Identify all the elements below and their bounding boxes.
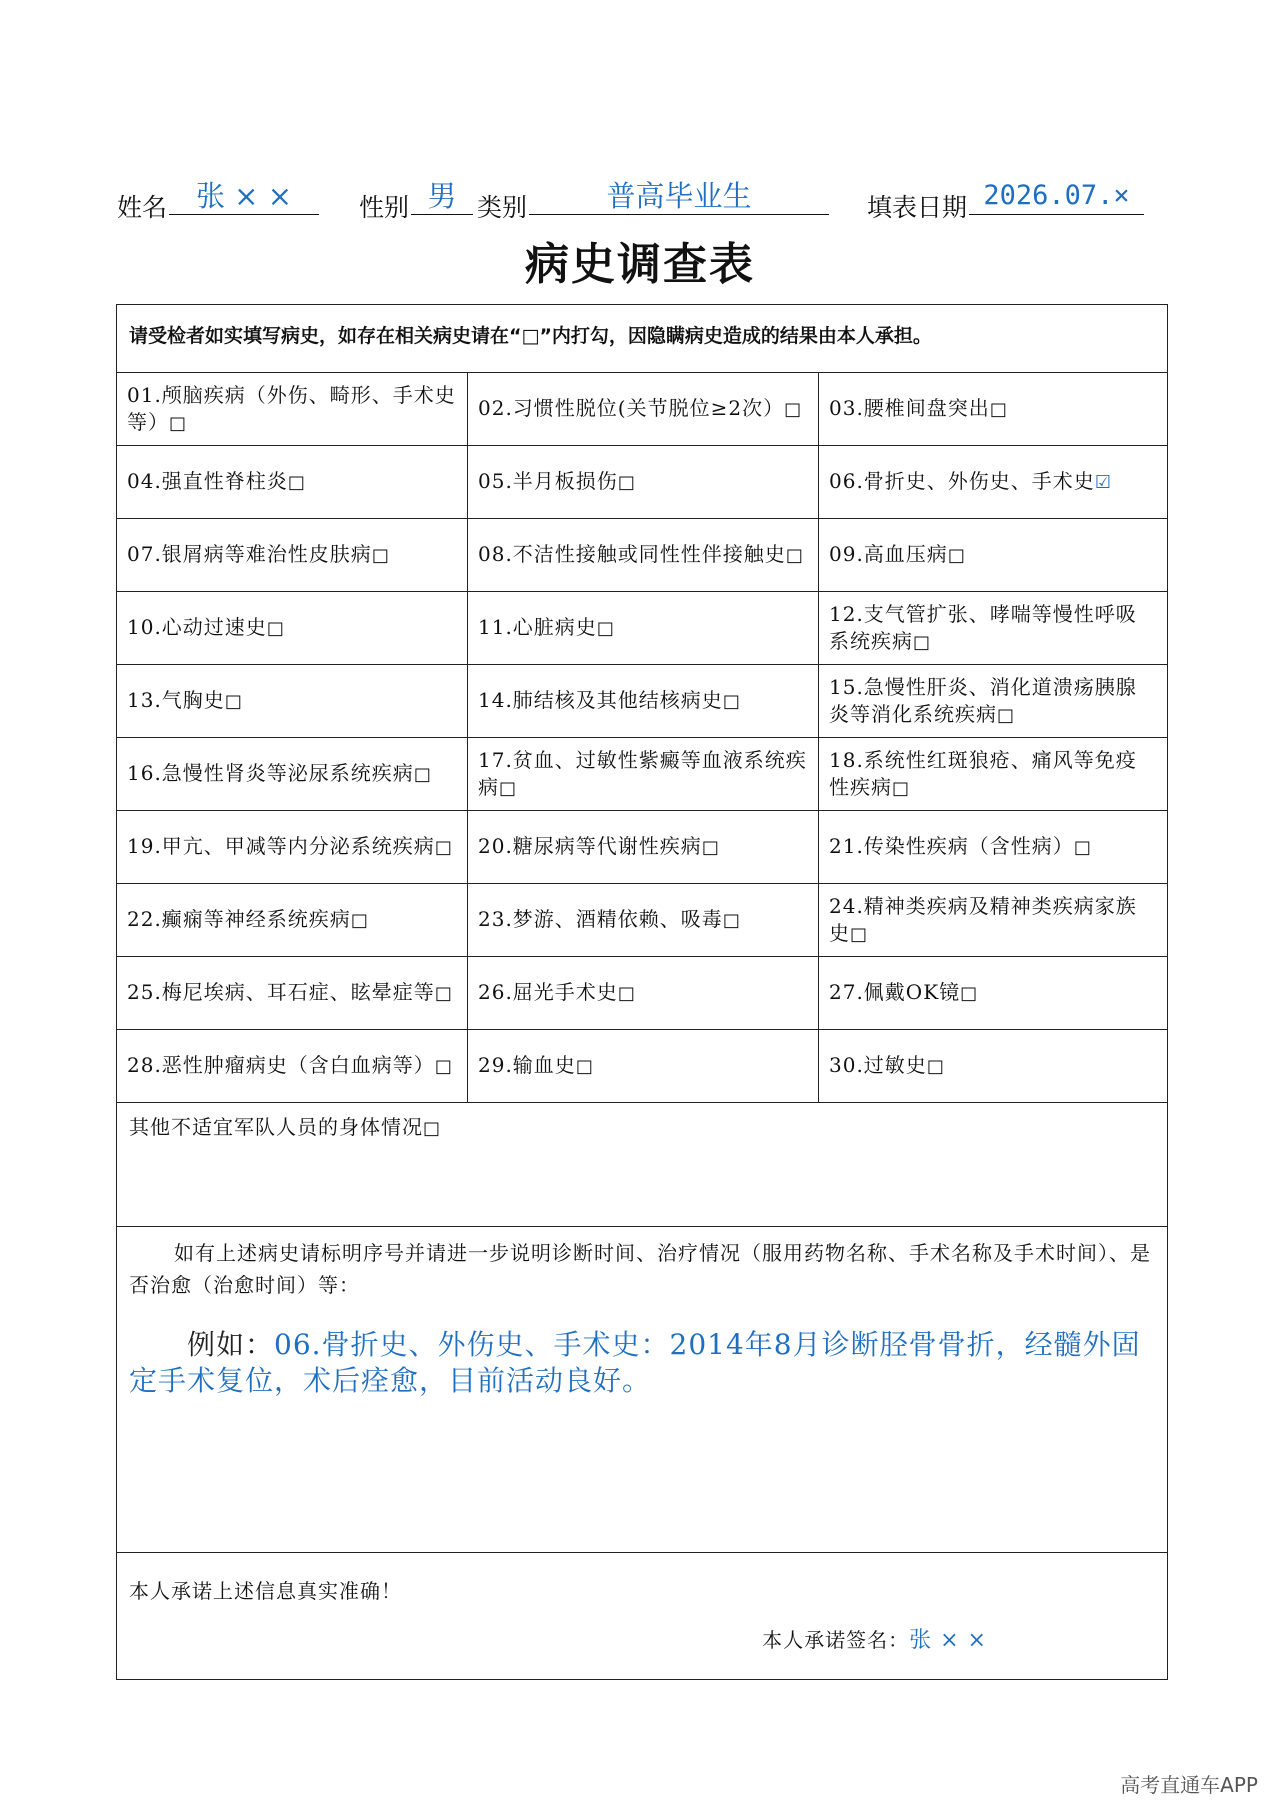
history-item-checkbox[interactable]: ☑: [1094, 472, 1112, 493]
history-item-checkbox[interactable]: □: [850, 923, 869, 945]
history-item-label: 30.过敏史: [829, 1053, 927, 1077]
history-item: [819, 665, 1167, 738]
history-item-checkbox[interactable]: □: [266, 618, 285, 639]
brand-watermark: 高考直通车APP: [1120, 1773, 1258, 1797]
history-item: [468, 446, 819, 519]
history-item-label: 16.急慢性肾炎等泌尿系统疾病: [127, 761, 414, 785]
history-item: [468, 665, 819, 738]
history-item-checkbox[interactable]: □: [1073, 837, 1092, 858]
history-item: [117, 446, 468, 519]
history-item: [819, 884, 1167, 957]
history-item-label: 14.肺结核及其他结核病史: [478, 688, 723, 712]
other-condition-label: 其他不适宜军队人员的身体情况: [129, 1115, 423, 1139]
history-items-grid: [117, 373, 1167, 1103]
detail-section: [117, 1227, 1167, 1553]
history-item-checkbox[interactable]: □: [617, 472, 636, 493]
gender-field[interactable]: 男: [411, 176, 473, 215]
history-item: [117, 957, 468, 1030]
history-item: [117, 738, 468, 811]
history-item-checkbox[interactable]: □: [169, 412, 188, 434]
instruction-text: 请受检者如实填写病史，如存在相关病史请在“□”内打勾，因隐瞒病史造成的结果由本人承担。: [117, 305, 1167, 373]
history-item-text: [829, 979, 978, 1007]
history-item-checkbox[interactable]: □: [913, 631, 932, 653]
history-item-checkbox[interactable]: □: [989, 399, 1008, 420]
date-label: 填表日期: [867, 193, 968, 222]
history-item-checkbox[interactable]: □: [785, 545, 804, 566]
history-item: [117, 811, 468, 884]
history-item-label: 04.强直性脊柱炎: [127, 469, 288, 493]
history-item: [117, 884, 468, 957]
history-item-label: 10.心动过速史: [127, 615, 267, 639]
pledge-section: [117, 1553, 1167, 1681]
history-item-checkbox[interactable]: □: [350, 910, 369, 931]
history-item: [819, 519, 1167, 592]
history-item-label: 07.银屑病等难治性皮肤病: [127, 542, 372, 566]
signature-line: [762, 1623, 987, 1654]
history-item-checkbox[interactable]: □: [997, 704, 1016, 726]
example-text: 06.骨折史、外伤史、手术史：2014年8月诊断胫骨骨折，经髓外固定手术复位，术后痊愈，目前活动良好。: [129, 1328, 1141, 1397]
history-item-text: [478, 833, 720, 861]
history-item: [468, 811, 819, 884]
history-item-checkbox[interactable]: □: [224, 691, 243, 712]
history-item-text: [829, 468, 1112, 496]
history-item-label: 29.输血史: [478, 1053, 576, 1077]
history-item: [117, 665, 468, 738]
history-item-text: [829, 674, 1157, 729]
other-condition-checkbox[interactable]: □: [423, 1118, 442, 1139]
history-item: [468, 373, 819, 446]
history-item-label: 13.气胸史: [127, 688, 225, 712]
history-item: [117, 519, 468, 592]
history-item: [819, 1030, 1167, 1103]
detail-example[interactable]: [129, 1327, 1155, 1399]
history-item-text: [829, 1052, 945, 1080]
history-item-text: [478, 979, 636, 1007]
history-item-checkbox[interactable]: □: [575, 1056, 594, 1077]
history-item-checkbox[interactable]: □: [434, 983, 453, 1004]
example-label: 例如：: [187, 1328, 275, 1361]
history-item-label: 08.不洁性接触或同性性伴接触史: [478, 542, 786, 566]
history-item-label: 24.精神类疾病及精神类疾病家族史: [829, 893, 1137, 945]
history-item-checkbox[interactable]: □: [596, 618, 615, 639]
history-item-text: [829, 747, 1157, 802]
history-item: [468, 957, 819, 1030]
history-item-label: 09.高血压病: [829, 542, 948, 566]
history-item-label: 18.系统性红斑狼疮、痛风等免疫性疾病: [829, 747, 1137, 799]
history-item-text: [829, 601, 1157, 656]
history-item: [468, 519, 819, 592]
history-item-checkbox[interactable]: □: [434, 1056, 453, 1077]
history-item-label: 15.急慢性肝炎、消化道溃疡胰腺炎等消化系统疾病: [829, 674, 1137, 726]
history-item-text: [127, 614, 285, 642]
history-item-label: 06.骨折史、外伤史、手术史: [829, 469, 1095, 493]
history-item: [117, 592, 468, 665]
history-item: [819, 957, 1167, 1030]
history-item-text: [478, 906, 741, 934]
history-item-text: [127, 1052, 453, 1080]
history-item-checkbox[interactable]: □: [722, 910, 741, 931]
history-item-label: 02.习惯性脱位(关节脱位≥2次）: [478, 396, 785, 420]
history-form-table: [116, 304, 1168, 1680]
history-item-text: [478, 614, 615, 642]
page-title: 病史调查表: [525, 239, 755, 290]
history-item-checkbox[interactable]: □: [413, 764, 432, 785]
history-item-label: 25.梅尼埃病、耳石症、眩晕症等: [127, 980, 435, 1004]
history-item-text: [478, 541, 804, 569]
history-item-text: [127, 687, 243, 715]
history-item: [819, 738, 1167, 811]
history-item-text: [478, 1052, 594, 1080]
history-item: [468, 738, 819, 811]
category-field[interactable]: 普高毕业生: [529, 176, 829, 215]
history-item-text: [478, 747, 808, 802]
history-item: [117, 1030, 468, 1103]
history-item-text: [829, 833, 1092, 861]
name-label: 姓名: [117, 193, 168, 222]
history-item-label: 20.糖尿病等代谢性疾病: [478, 834, 702, 858]
history-item: [468, 884, 819, 957]
history-item-label: 19.甲亢、甲减等内分泌系统疾病: [127, 834, 435, 858]
history-item-label: 05.半月板损伤: [478, 469, 618, 493]
history-item-text: [127, 833, 453, 861]
history-item-label: 28.恶性肿瘤病史（含白血病等）: [127, 1053, 435, 1077]
category-label: 类别: [477, 193, 528, 222]
header-line: [117, 170, 1167, 222]
history-item-text: [127, 541, 390, 569]
other-condition-row: [117, 1103, 1167, 1227]
history-item: [819, 592, 1167, 665]
history-item-label: 22.癫痫等神经系统疾病: [127, 907, 351, 931]
history-item: [819, 446, 1167, 519]
detail-prompt: 如有上述病史请标明序号并请进一步说明诊断时间、治疗情况（服用药物名称、手术名称及手术时间）、是否治愈（治愈时间）等：: [129, 1241, 1151, 1297]
history-item: [117, 373, 468, 446]
history-item-text: [127, 382, 457, 437]
history-item-checkbox[interactable]: □: [287, 472, 306, 493]
history-item-checkbox[interactable]: □: [892, 777, 911, 799]
history-item-checkbox[interactable]: □: [926, 1056, 945, 1077]
gender-label: 性别: [359, 193, 410, 222]
history-item-checkbox[interactable]: □: [499, 777, 518, 799]
history-item-checkbox[interactable]: □: [434, 837, 453, 858]
history-item-checkbox[interactable]: □: [722, 691, 741, 712]
pledge-statement: 本人承诺上述信息真实准确！: [129, 1579, 402, 1603]
history-item-text: [127, 906, 369, 934]
history-item-text: [478, 687, 741, 715]
date-field[interactable]: 2026.07.×: [969, 176, 1144, 215]
history-item-text: [478, 395, 802, 423]
history-item-text: [829, 541, 966, 569]
history-item-label: 23.梦游、酒精依赖、吸毒: [478, 907, 723, 931]
signature-field[interactable]: 张 × ×: [909, 1628, 987, 1653]
history-item-checkbox[interactable]: □: [960, 983, 979, 1004]
history-item-label: 12.支气管扩张、哮喘等慢性呼吸系统疾病: [829, 601, 1137, 653]
history-item: [468, 592, 819, 665]
history-item-label: 27.佩戴OK镜: [829, 980, 961, 1004]
history-item: [819, 373, 1167, 446]
history-item-checkbox[interactable]: □: [701, 837, 720, 858]
history-item-label: 03.腰椎间盘突出: [829, 396, 990, 420]
history-item-text: [829, 893, 1157, 948]
history-item-label: 26.屈光手术史: [478, 980, 618, 1004]
history-item-text: [478, 468, 636, 496]
history-item-checkbox[interactable]: □: [617, 983, 636, 1004]
history-item-checkbox[interactable]: □: [371, 545, 390, 566]
history-item-text: [127, 760, 432, 788]
history-item-checkbox[interactable]: □: [947, 545, 966, 566]
history-item: [819, 811, 1167, 884]
history-item-text: [829, 395, 1008, 423]
history-item-label: 01.颅脑疾病（外伤、畸形、手术史等）: [127, 382, 456, 434]
history-item-text: [127, 468, 306, 496]
signature-label: 本人承诺签名：: [762, 1628, 910, 1652]
history-item-label: 11.心脏病史: [478, 615, 597, 639]
history-item-label: 21.传染性疾病（含性病）: [829, 834, 1074, 858]
history-item-checkbox[interactable]: □: [784, 399, 803, 420]
name-field[interactable]: 张 × ×: [169, 176, 319, 215]
history-item-label: 17.贫血、过敏性紫癜等血液系统疾病: [478, 747, 807, 799]
history-item-text: [127, 979, 453, 1007]
history-item: [468, 1030, 819, 1103]
